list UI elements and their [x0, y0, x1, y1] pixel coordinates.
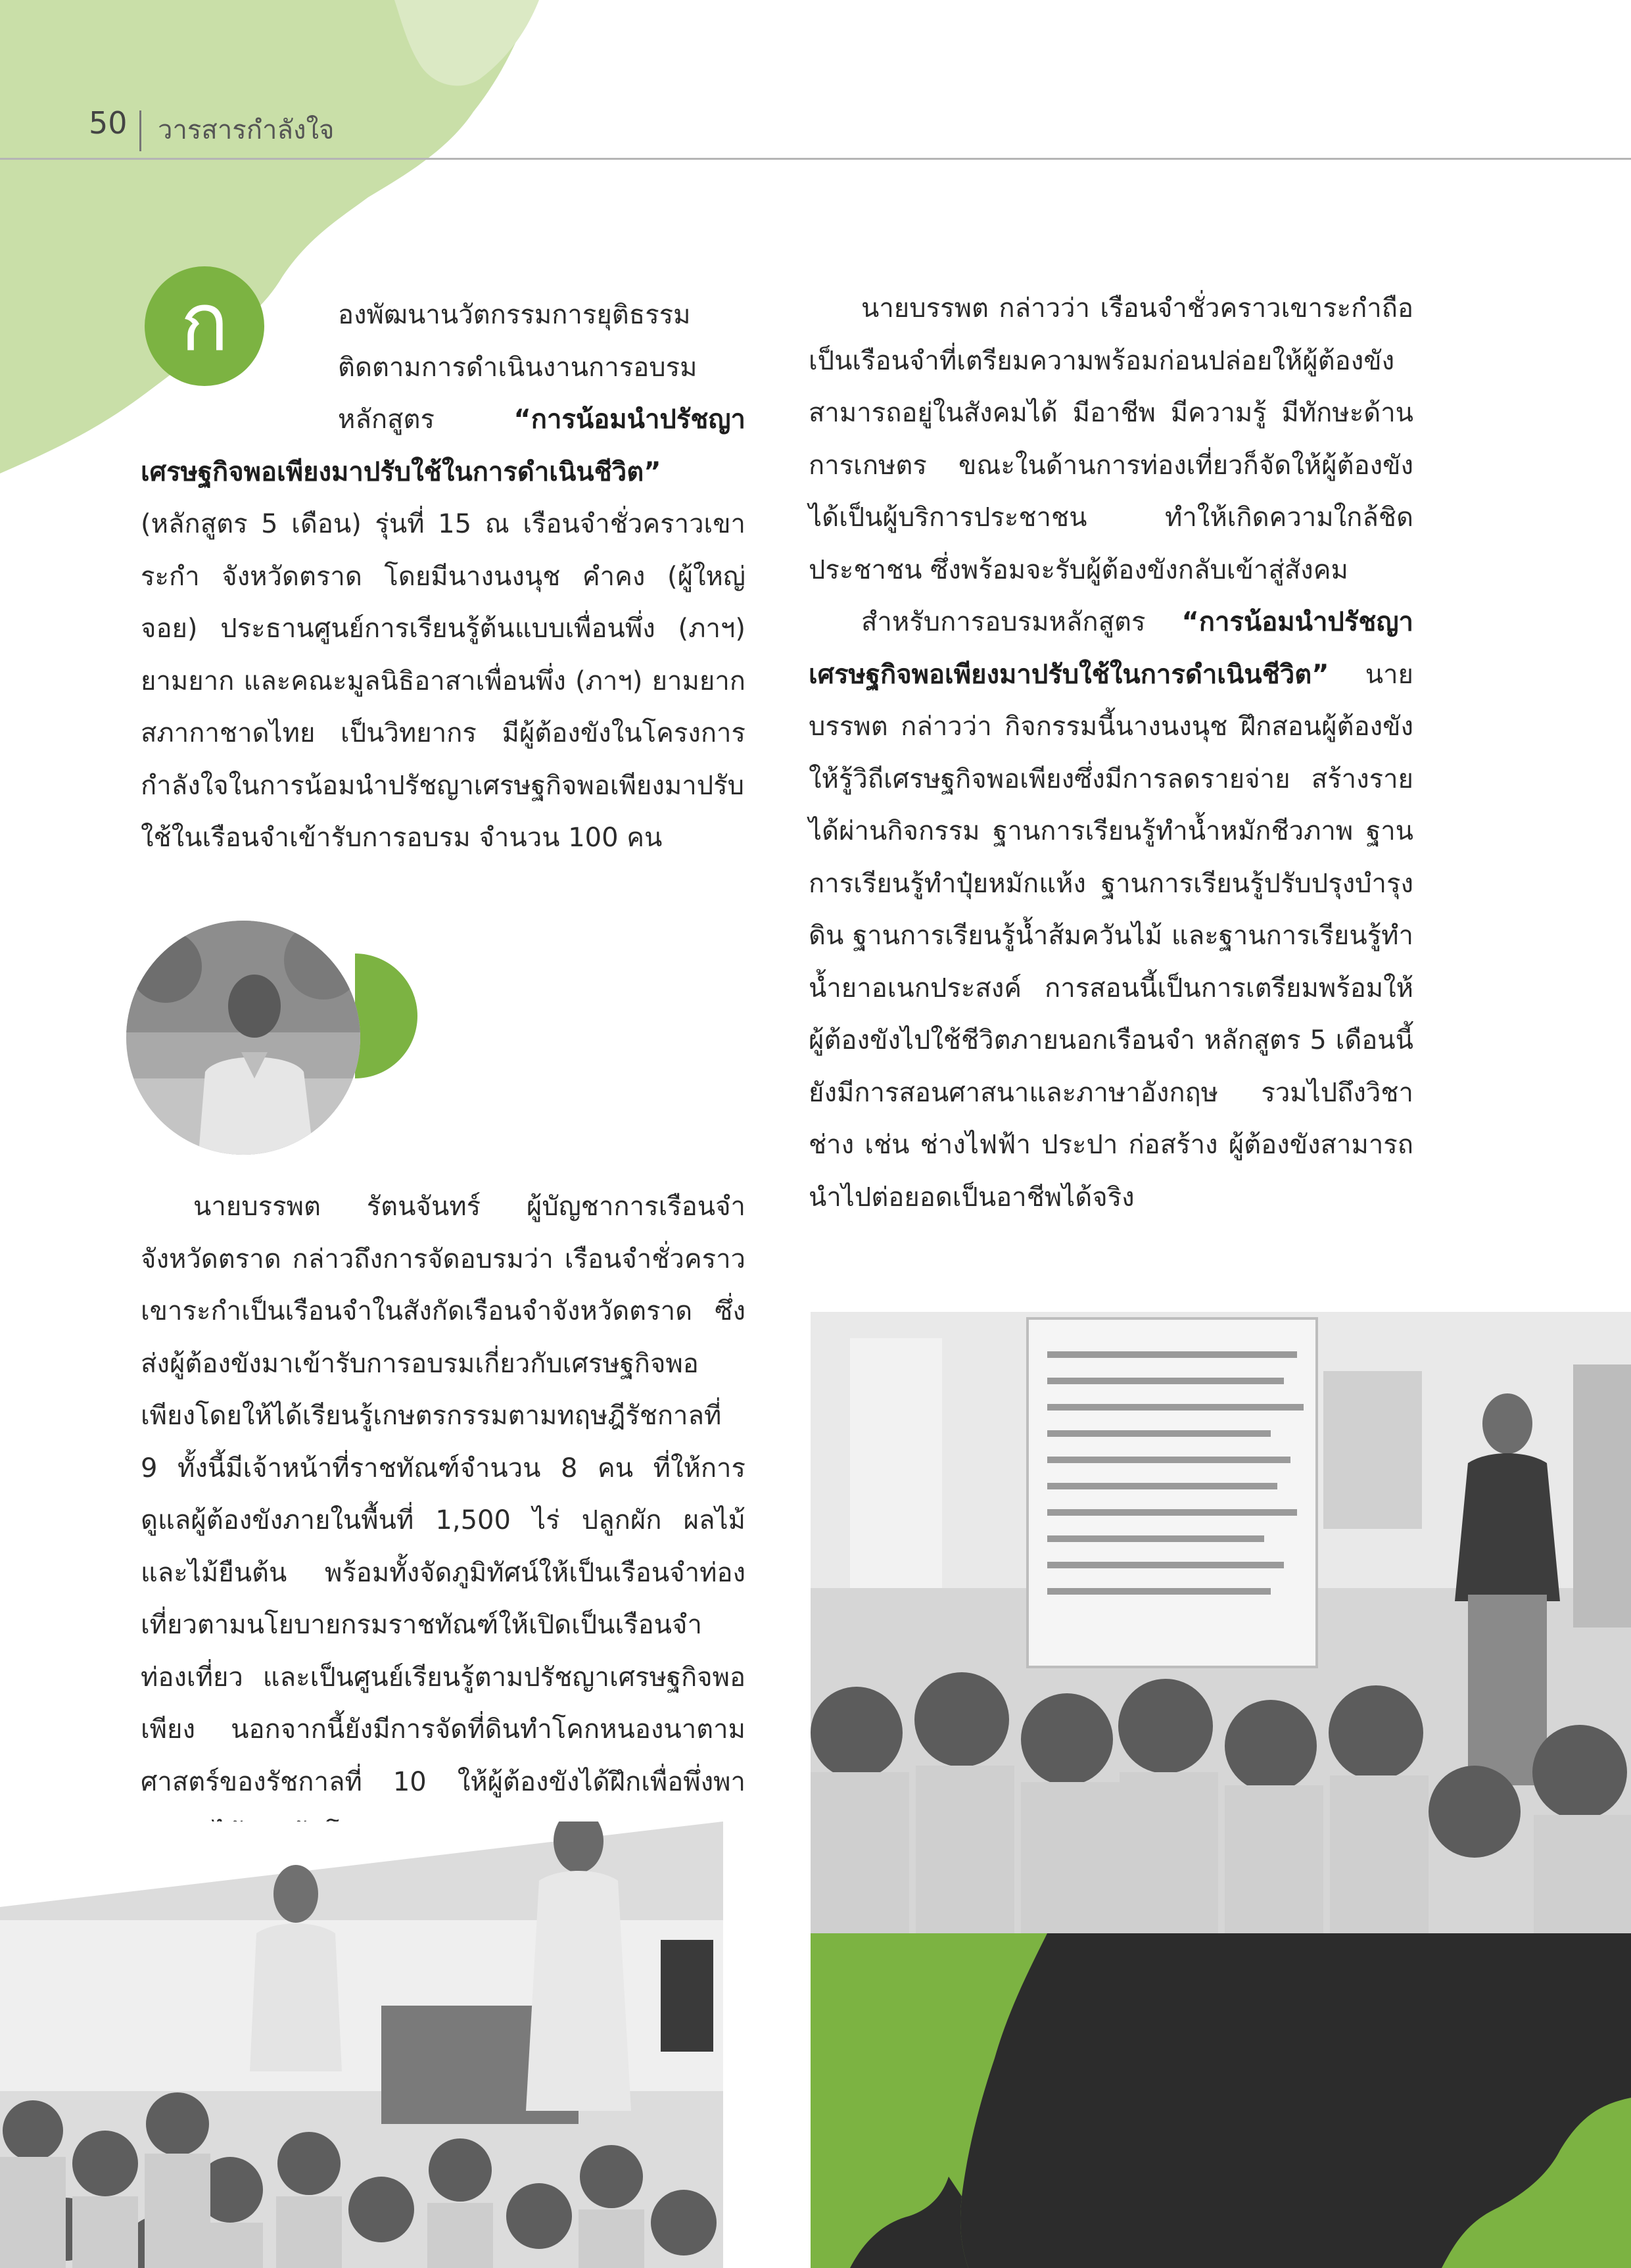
- course-title: “การน้อมนำปรัชญาเศรษฐกิจพอเพียงมาปรับใช้ในการดำเนินชีวิต”: [141, 404, 745, 487]
- inmates-group-photo: [0, 1822, 723, 2268]
- page-number: 50: [89, 105, 128, 141]
- prison-readiness-paragraph: นายบรรพต กล่าวว่า เรือนจำชั่วคราวเขาระกำถือเป็นเรือนจำที่เตรียมความพร้อมก่อนปล่อยให้ผู้ต้องขังสามารถอยู่ในสังคมได้ มีอาชีพ มีความรู้ มีทักษะด้านการเกษตร ขณะในด้านการท่องเที่ยวก็จัดให้ผู้ต้องขังได้เป็นผู้บริการประชาชน ทำให้เกิดความใกล้ชิดประชาชน ซึ่งพร้อมจะรับผู้ต้องขังกลับเข้าสู่สังคม: [809, 293, 1413, 585]
- intro-text: องพัฒนานวัตกรรมการยุติธรรม ติดตามการดำเนินงานการอบรมหลักสูตร: [338, 300, 697, 435]
- magazine-name: วารสารกำลังใจ: [158, 115, 335, 145]
- header-rule: [0, 158, 1631, 160]
- drop-cap: ก: [145, 266, 264, 386]
- drop-cap-space: [141, 289, 338, 427]
- portrait-photo: [126, 921, 360, 1155]
- intro-text-continued: (หลักสูตร 5 เดือน) รุ่นที่ 15 ณ เรือนจำชั่วคราวเขาระกำ จังหวัดตราด โดยมีนางนงนุช คำคง (ผู้ใหญ่จอย) ประธานศูนย์การเรียนรู้ต้นแบบเพื่อนพึ่ง (ภาฯ) ยามยาก และคณะมูลนิธิอาสาเพื่อนพึ่ง (ภาฯ) ยามยาก สภากาชาดไทย เป็นวิทยากร มีผู้ต้องขังในโครงการกำลังใจในการน้อมนำปรัชญาเศรษฐกิจพอเพียงมาปรับใช้ในเรือนจำเข้ารับการอบรม จำนวน 100 คน: [141, 509, 745, 853]
- course-description-text: นายบรรพต กล่าวว่า กิจกรรมนี้นางนงนุช ฝึกสอนผู้ต้องขัง ให้รู้วิถีเศรษฐกิจพอเพียงซึ่งมีการลดรายจ่าย สร้างรายได้ผ่านกิจกรรม ฐานการเรียนรู้ทำน้ำหมักชีวภาพ ฐานการเรียนรู้ทำปุ๋ยหมักแห้ง ฐานการเรียนรู้ปรับปรุงบำรุงดิน ฐานการเรียนรู้น้ำส้มควันไม้ และฐานการเรียนรู้ทำน้ำยาอเนกประสงค์ การสอนนี้เป็นการเตรียมพร้อมให้ผู้ต้องขังไปใช้ชีวิตภายนอกเรือนจำ หลักสูตร 5 เดือนนี้ยังมีการสอนศาสนาและภาษาอังกฤษ รวมไปถึงวิชาช่าง เช่น ช่างไฟฟ้า ประปา ก่อสร้าง ผู้ต้องขังสามารถนำไปต่อยอดเป็นอาชีพได้จริง: [809, 659, 1413, 1213]
- course-intro-text: สำหรับการอบรมหลักสูตร: [861, 607, 1182, 637]
- commander-paragraph: [141, 1181, 745, 1861]
- intro-paragraph: [141, 289, 745, 865]
- header-separator: [139, 110, 141, 151]
- course-title-repeat: “การน้อมนำปรัชญาเศรษฐกิจพอเพียงมาปรับใช้ในการดำเนินชีวิต”: [809, 607, 1413, 690]
- right-column-text: [809, 283, 1413, 1224]
- dark-green-panel-decoration: [811, 1933, 1631, 2268]
- training-room-photo: [811, 1312, 1631, 1933]
- commander-paragraph-text: นายบรรพต รัตนจันทร์ ผู้บัญชาการเรือนจำจังหวัดตราด กล่าวถึงการจัดอบรมว่า เรือนจำชั่วคราวเขาระกำเป็นเรือนจำในสังกัดเรือนจำจังหวัดตราด ซึ่งส่งผู้ต้องขังมาเข้ารับการอบรมเกี่ยวกับเศรษฐกิจพอเพียงโดยให้ได้เรียนรู้เกษตรกรรมตามทฤษฎีรัชกาลที่ 9 ทั้งนี้มีเจ้าหน้าที่ราชทัณฑ์จำนวน 8 คน ที่ให้การดูแลผู้ต้องขังภายในพื้นที่ 1,500 ไร่ ปลูกผัก ผลไม้ และไม้ยืนต้น พร้อมทั้งจัดภูมิทัศน์ให้เป็นเรือนจำท่องเที่ยวตามนโยบายกรมราชทัณฑ์ให้เปิดเป็นเรือนจำท่องเที่ยว และเป็นศูนย์เรียนรู้ตามปรัชญาเศรษฐกิจพอเพียง นอกจากนี้ยังมีการจัดที่ดินทำโคกหนองนาตามศาสตร์ของรัชกาลที่ 10 ให้ผู้ต้องขังได้ฝึกเพื่อพึ่งพา: [141, 1192, 745, 1797]
